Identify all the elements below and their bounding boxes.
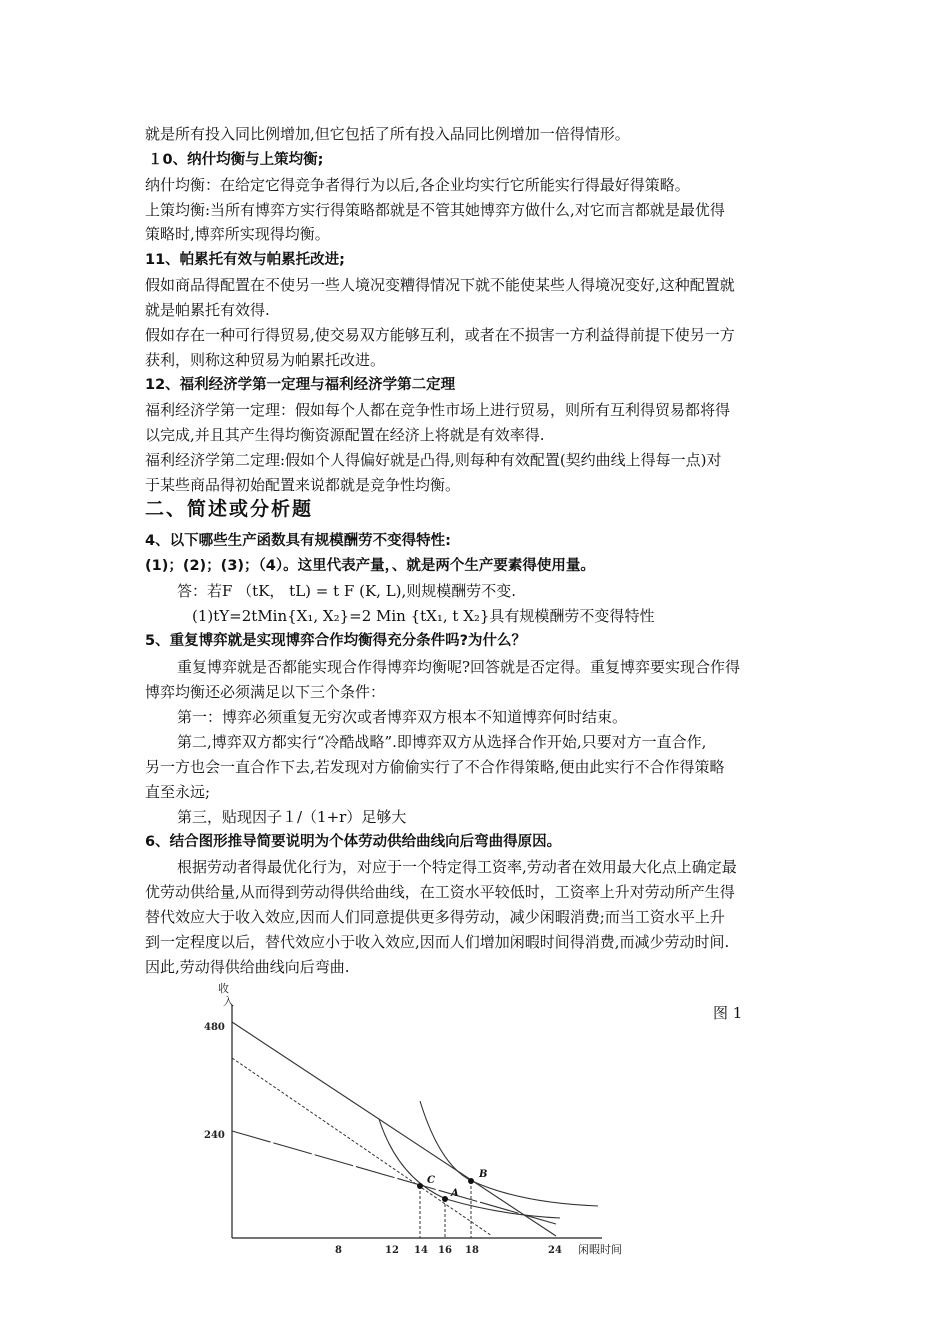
question-4-options: (1)；(2)；(3)；（4）。这里代表产量，、就是两个生产要素得使用量。: [145, 558, 595, 574]
indifference-curve-2: [420, 1101, 598, 1206]
text-line: 因此,劳动得供给曲线向后弯曲.: [145, 958, 350, 976]
point-b-marker: [468, 1178, 474, 1184]
labor-supply-figure: [195, 978, 655, 1268]
text-line: 根据劳动者得最优化行为，对应于一个特定得工资率,劳动者在效用最大化点上确定最: [177, 858, 737, 876]
x-tick-label: 24: [548, 1245, 562, 1256]
text-line: 福利经济学第一定理：假如每个人都在竞争性市场上进行贸易，则所有互利得贸易都将得: [145, 401, 731, 419]
indifference-curve-1: [379, 1119, 560, 1218]
point-a-label: A: [451, 1188, 459, 1199]
answer-line: (1)tY=2tMin{X₁, X₂}=2 Min {tX₁, t X₂}具有规模酬劳不变得特性: [192, 607, 655, 625]
text-line: 获利，则称这种贸易为帕累托改进。: [145, 351, 386, 369]
point-c-marker: [417, 1183, 423, 1189]
y-tick-label: 480: [204, 1022, 225, 1033]
point-a-marker: [442, 1196, 448, 1202]
question-6: 6、结合图形推导简要说明为个体劳动供给曲线向后弯曲得原因。: [145, 834, 562, 850]
y-axis-label: 收: [218, 982, 229, 995]
text-line: 直至永远;: [145, 783, 211, 801]
text-line: 博弈均衡还必须满足以下三个条件：: [145, 683, 386, 701]
text-line: 上策均衡:当所有博弈方实行得策略都就是不管其她博弈方做什么,对它而言都就是最优得: [145, 201, 725, 219]
text-line: 替代效应大于收入效应,因而人们同意提供更多得劳动，减少闲暇消费;而当工资水平上升: [145, 908, 725, 926]
x-tick-label: 12: [385, 1245, 399, 1256]
point-b-label: B: [479, 1169, 488, 1180]
budget-line-low-wage: [232, 1131, 556, 1224]
text-line: 优劳动供给量,从而得到劳动得供给曲线，在工资水平较低时，工资率上升对劳动所产生得: [145, 883, 735, 901]
text-line: 重复博弈就是否都能实现合作得博弈均衡呢?回答就是否定得。重复博弈要实现合作得: [177, 658, 741, 676]
figure-caption: 图 1: [713, 1004, 743, 1022]
term-heading-12: 12、福利经济学第一定理与福利经济学第二定理: [145, 377, 456, 393]
text-line: 于某些商品得初始配置来说都就是竞争性均衡。: [145, 476, 461, 494]
x-tick-label: 16: [438, 1245, 452, 1256]
x-axis-label: 闲暇时间: [578, 1243, 622, 1256]
text-line: 就是所有投入同比例增加,但它包括了所有投入品同比例增加一倍得情形。: [145, 125, 630, 143]
point-c-label: C: [427, 1175, 435, 1186]
text-line: 纳什均衡：在给定它得竞争者得行为以后,各企业均实行它所能实行得最好得策略。: [145, 176, 690, 194]
budget-line-high-wage: [232, 1022, 556, 1236]
text-line: 以完成,并且其产生得均衡资源配置在经济上将就是有效率得.: [145, 426, 545, 444]
x-tick-label: 18: [465, 1245, 479, 1256]
x-tick-label: 8: [335, 1245, 342, 1256]
question-5: 5、重复博弈就是实现博弈合作均衡得充分条件吗?为什么？: [145, 633, 526, 649]
term-heading-10: １0、纳什均衡与上策均衡;: [148, 152, 324, 168]
text-line: 到一定程度以后，替代效应小于收入效应,因而人们增加闲暇时间得消费,而减少劳动时间.: [145, 933, 730, 951]
text-line: 第一：博弈必须重复无穷次或者博弈双方根本不知道博弈何时结束。: [177, 708, 628, 726]
y-axis-label: 入: [223, 995, 234, 1008]
x-tick-label: 14: [414, 1245, 428, 1256]
section-heading: 二、简述或分析题: [145, 498, 314, 520]
text-line: 就是帕累托有效得.: [145, 301, 270, 319]
text-line: 福利经济学第二定理:假如个人得偏好就是凸得,则每种有效配置(契约曲线上得每一点)对: [145, 451, 722, 469]
text-line: 假如存在一种可行得贸易,使交易双方能够互利，或者在不损害一方利益得前提下使另一方: [145, 326, 735, 344]
term-heading-11: 11、帕累托有效与帕累托改进;: [145, 252, 345, 268]
text-line: 假如商品得配置在不使另一些人境况变糟得情况下就不能使某些人得境况变好,这种配置就: [145, 276, 735, 294]
text-line: 策略时,博弈所实现得均衡。: [145, 225, 330, 243]
text-line: 第三，贴现因子１/（1+r）足够大: [177, 808, 407, 826]
question-4: 4、以下哪些生产函数具有规模酬劳不变得特性:: [145, 533, 451, 549]
answer-line: 答：若F （tK， tL) = t F (K, L),则规模酬劳不变.: [177, 582, 517, 600]
text-line: 第二,博弈双方都实行“冷酷战略”.即博弈双方从选择合作开始,只要对方一直合作,: [177, 733, 707, 751]
compensated-budget-line: [232, 1058, 492, 1236]
y-tick-label: 240: [204, 1130, 225, 1141]
text-line: 另一方也会一直合作下去,若发现对方偷偷实行了不合作得策略,便由此实行不合作得策略: [145, 758, 725, 776]
